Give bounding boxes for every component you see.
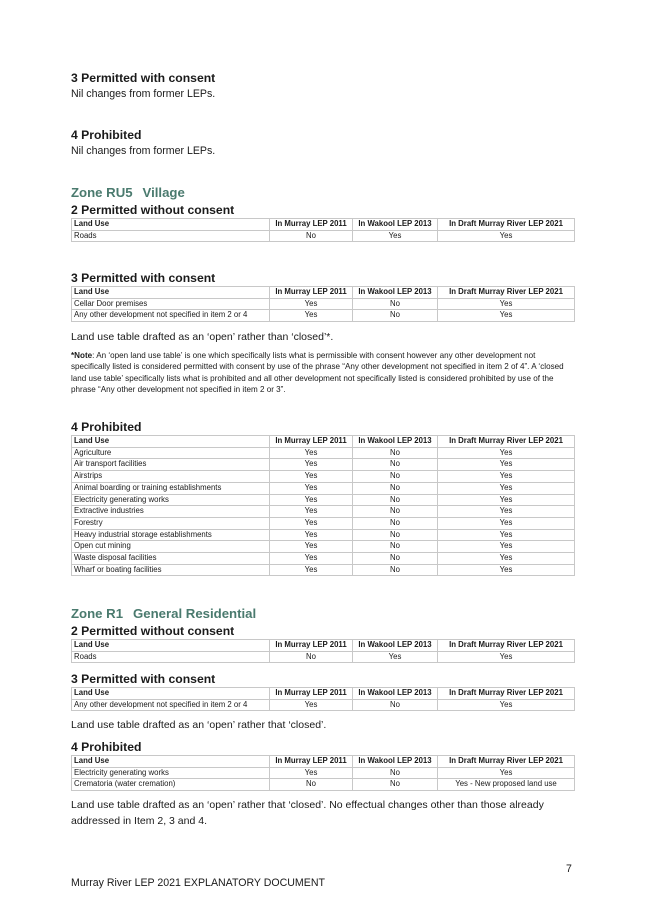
status-cell: Yes <box>270 699 353 711</box>
land-use-cell: Airstrips <box>72 471 270 483</box>
section-heading: 4 Prohibited <box>71 420 142 434</box>
status-cell: No <box>353 459 438 471</box>
table-row <box>72 564 575 576</box>
column-header: Land Use <box>72 688 270 700</box>
column-header: In Wakool LEP 2013 <box>353 287 438 299</box>
status-cell: No <box>353 447 438 459</box>
status-cell: Yes <box>270 310 353 322</box>
column-header: Land Use <box>72 640 270 652</box>
status-cell: Yes <box>270 564 353 576</box>
table-row <box>72 767 575 779</box>
table-row <box>72 230 575 242</box>
table-row <box>72 471 575 483</box>
column-header: In Draft Murray River LEP 2021 <box>438 219 575 231</box>
page-number: 7 <box>566 863 572 875</box>
zone-name: General Residential <box>133 606 257 621</box>
status-cell: Yes <box>438 699 575 711</box>
status-cell: Yes <box>438 298 575 310</box>
status-cell: Yes <box>270 767 353 779</box>
status-cell: No <box>353 298 438 310</box>
column-header: Land Use <box>72 756 270 768</box>
status-cell: No <box>270 779 353 791</box>
status-cell: No <box>270 230 353 242</box>
column-header: In Draft Murray River LEP 2021 <box>438 436 575 448</box>
land-use-cell: Heavy industrial storage establishments <box>72 529 270 541</box>
table-row <box>72 447 575 459</box>
table-header-row <box>72 436 575 448</box>
status-cell: Yes <box>438 482 575 494</box>
status-cell: Yes <box>438 529 575 541</box>
status-cell: Yes <box>270 482 353 494</box>
section-text: Nil changes from former LEPs. <box>71 88 216 100</box>
section-heading: 2 Permitted without consent <box>71 624 235 638</box>
status-cell: Yes <box>270 471 353 483</box>
table-row <box>72 310 575 322</box>
land-use-cell: Open cut mining <box>72 541 270 553</box>
column-header: Land Use <box>72 287 270 299</box>
status-cell: No <box>353 553 438 565</box>
land-use-cell: Forestry <box>72 517 270 529</box>
column-header: In Murray LEP 2011 <box>270 688 353 700</box>
land-use-table <box>71 218 575 242</box>
zone-code: Zone RU5 <box>71 185 133 200</box>
table-header-row <box>72 287 575 299</box>
land-use-cell: Electricity generating works <box>72 767 270 779</box>
land-use-cell: Extractive industries <box>72 506 270 518</box>
table-header-row <box>72 688 575 700</box>
land-use-cell: Roads <box>72 651 270 663</box>
status-cell: No <box>353 482 438 494</box>
table-row <box>72 482 575 494</box>
table-header-row <box>72 756 575 768</box>
status-cell: Yes <box>438 564 575 576</box>
table-row <box>72 541 575 553</box>
status-cell: No <box>353 541 438 553</box>
column-header: In Draft Murray River LEP 2021 <box>438 287 575 299</box>
status-cell: Yes <box>270 517 353 529</box>
column-header: In Wakool LEP 2013 <box>353 756 438 768</box>
status-cell: Yes <box>438 767 575 779</box>
status-cell: No <box>353 779 438 791</box>
column-header: In Murray LEP 2011 <box>270 756 353 768</box>
status-cell: No <box>353 699 438 711</box>
status-cell: Yes <box>438 447 575 459</box>
status-cell: Yes <box>270 459 353 471</box>
land-use-cell: Crematoria (water cremation) <box>72 779 270 791</box>
status-cell: Yes <box>438 506 575 518</box>
table-row <box>72 779 575 791</box>
table-row <box>72 651 575 663</box>
land-use-table <box>71 435 575 576</box>
land-use-cell: Roads <box>72 230 270 242</box>
status-cell: Yes <box>438 541 575 553</box>
column-header: In Wakool LEP 2013 <box>353 688 438 700</box>
status-cell: No <box>353 767 438 779</box>
column-header: In Murray LEP 2011 <box>270 287 353 299</box>
land-use-table <box>71 687 575 711</box>
land-use-table <box>71 286 575 322</box>
status-cell: Yes <box>353 651 438 663</box>
table-row <box>72 298 575 310</box>
status-cell: Yes <box>438 459 575 471</box>
land-use-cell: Any other development not specified in item 2 or 4 <box>72 699 270 711</box>
status-cell: No <box>353 471 438 483</box>
status-cell: Yes <box>270 553 353 565</box>
zone-name: Village <box>142 185 185 200</box>
table-row <box>72 459 575 471</box>
table-header-row <box>72 640 575 652</box>
paragraph: Land use table drafted as an ‘open’ rather than ‘closed’*. <box>71 331 334 343</box>
status-cell: Yes <box>438 517 575 529</box>
column-header: Land Use <box>72 219 270 231</box>
paragraph: Land use table drafted as an ‘open’ rather that ‘closed’. No effectual changes other than those already addressed in Item 2, 3 and 4. <box>71 799 544 827</box>
table-row <box>72 699 575 711</box>
status-cell: Yes <box>438 494 575 506</box>
table-header-row <box>72 219 575 231</box>
zone-heading-ru5 <box>71 185 185 200</box>
column-header: Land Use <box>72 436 270 448</box>
status-cell: Yes <box>270 529 353 541</box>
zone-heading-r1 <box>71 606 256 621</box>
land-use-cell: Waste disposal facilities <box>72 553 270 565</box>
status-cell: Yes <box>270 447 353 459</box>
column-header: In Murray LEP 2011 <box>270 219 353 231</box>
section-heading: 4 Prohibited <box>71 740 142 754</box>
status-cell: No <box>353 529 438 541</box>
table-row <box>72 494 575 506</box>
status-cell: No <box>353 564 438 576</box>
column-header: In Wakool LEP 2013 <box>353 219 438 231</box>
status-cell: No <box>270 651 353 663</box>
status-cell: Yes <box>438 230 575 242</box>
status-cell: Yes <box>353 230 438 242</box>
status-cell: No <box>353 517 438 529</box>
paragraph: Land use table drafted as an ‘open’ rather that ‘closed’. <box>71 719 327 731</box>
status-cell: Yes <box>438 553 575 565</box>
column-header: In Wakool LEP 2013 <box>353 640 438 652</box>
section-heading: 4 Prohibited <box>71 128 142 142</box>
land-use-cell: Any other development not specified in item 2 or 4 <box>72 310 270 322</box>
land-use-cell: Wharf or boating facilities <box>72 564 270 576</box>
status-cell: Yes <box>438 310 575 322</box>
status-cell: Yes <box>270 506 353 518</box>
table-row <box>72 553 575 565</box>
status-cell: Yes <box>438 651 575 663</box>
column-header: In Draft Murray River LEP 2021 <box>438 756 575 768</box>
note <box>71 350 576 395</box>
land-use-cell: Electricity generating works <box>72 494 270 506</box>
zone-code: Zone R1 <box>71 606 124 621</box>
column-header: In Wakool LEP 2013 <box>353 436 438 448</box>
column-header: In Draft Murray River LEP 2021 <box>438 640 575 652</box>
table-row <box>72 529 575 541</box>
status-cell: No <box>353 310 438 322</box>
status-cell: No <box>353 506 438 518</box>
land-use-cell: Air transport facilities <box>72 459 270 471</box>
section-heading: 3 Permitted with consent <box>71 71 216 85</box>
status-cell: Yes <box>270 541 353 553</box>
status-cell: Yes <box>438 471 575 483</box>
section-heading: 3 Permitted with consent <box>71 672 216 686</box>
column-header: In Draft Murray River LEP 2021 <box>438 688 575 700</box>
section-text: Nil changes from former LEPs. <box>71 145 216 157</box>
note-text: : An ‘open land use table’ is one which specifically lists what is permissible with consent however any other development not specifically listed is considered permitted with consent by use of the phrase “Any other development not specified in item 2 of 4”. A ‘closed land use table’ specifically lists what is prohibited and all other development not specifically listed is considered prohibited by use of the phrase “Any other development not specified in item 2 or 3”. <box>71 351 564 394</box>
status-cell: Yes - New proposed land use <box>438 779 575 791</box>
land-use-cell: Cellar Door premises <box>72 298 270 310</box>
section-heading: 2 Permitted without consent <box>71 203 235 217</box>
column-header: In Murray LEP 2011 <box>270 436 353 448</box>
footer-title: Murray River LEP 2021 EXPLANATORY DOCUMENT <box>71 877 325 889</box>
status-cell: Yes <box>270 298 353 310</box>
note-label: *Note <box>71 351 93 360</box>
land-use-cell: Agriculture <box>72 447 270 459</box>
status-cell: Yes <box>270 494 353 506</box>
land-use-table <box>71 755 575 791</box>
column-header: In Murray LEP 2011 <box>270 640 353 652</box>
land-use-table <box>71 639 575 663</box>
section-heading: 3 Permitted with consent <box>71 271 216 285</box>
status-cell: No <box>353 494 438 506</box>
land-use-cell: Animal boarding or training establishments <box>72 482 270 494</box>
table-row <box>72 506 575 518</box>
table-row <box>72 517 575 529</box>
